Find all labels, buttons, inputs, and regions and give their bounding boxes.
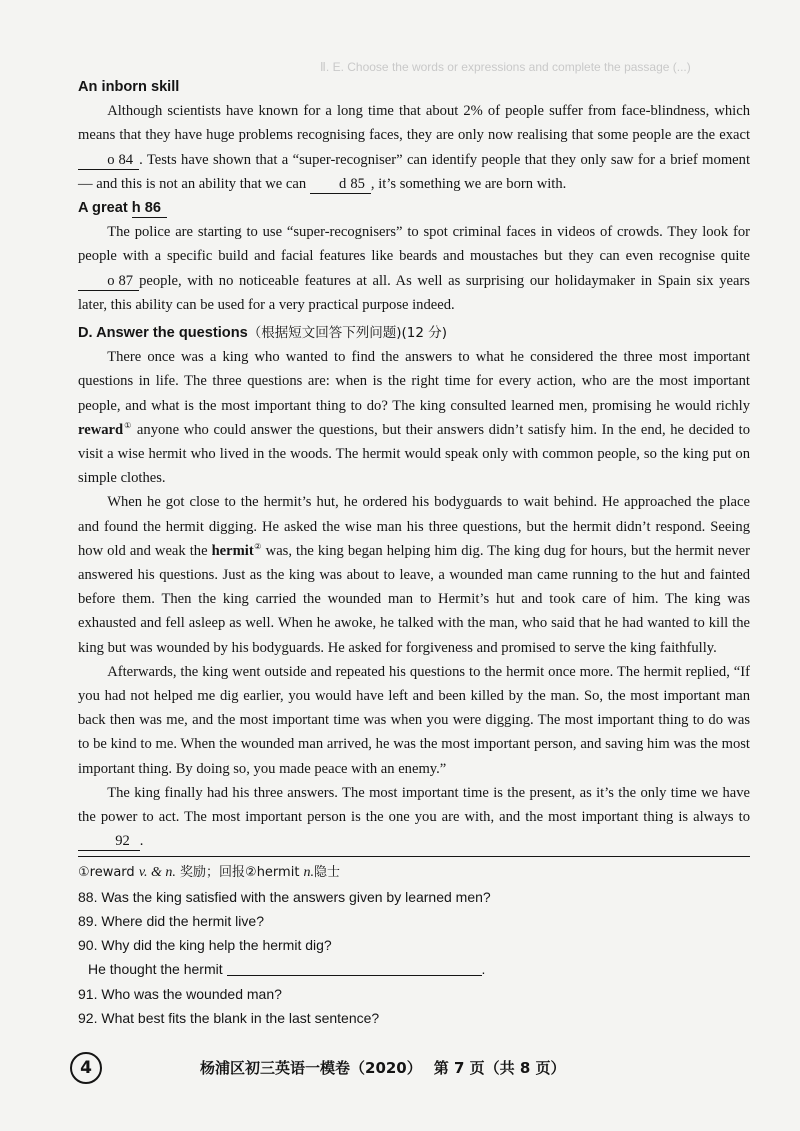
footnote-marker-1: ① (123, 420, 133, 430)
paragraph-a-great (78, 220, 750, 317)
footnote-2-word: hermit (256, 864, 304, 880)
blank-87-number: 87 (118, 272, 134, 289)
blank-84[interactable] (78, 151, 139, 170)
question-90-answer-prompt: He thought the hermit . (88, 961, 486, 978)
blank-84-number: 84 (118, 151, 134, 168)
question-91: 91. Who was the wounded man? (78, 985, 282, 1002)
section-d-title (78, 321, 750, 345)
exam-title: 杨浦区初三英语一模卷（2020） (200, 1059, 422, 1077)
section-d-title-cn: （根据短文回答下列问题)(12 分) (247, 325, 448, 342)
paragraph-text: When he got close to the hermit’s hut, he ordered his bodyguards to wait behind. He approached the place and found the hermit digging. He asked the wise man his three questions, but the hermit didn’t respond. Seeing how old and weak the (78, 494, 750, 559)
paragraph-text: was, the king began helping him dig. The king dug for hours, but the hermit never answered his questions. Just as the king was about to leave, a wounded man came running to the hut and fainted before them. Then the king carried the wounded man to Hermit’s hut and took care of him. The king was exhausted and fell asleep as well. When he awoke, he talked with the man, who said that he had wanted to kill the king but was wounded by his bodyguards. He asked for forgiveness and promised to serve the king faithfully. (78, 542, 751, 656)
footnote-1-definition: 奖励；回报 (175, 864, 246, 880)
paragraph-text: The king finally had his three answers. The most important time is the present, as it’s the only time we have the power to act. The most important person is the one you are with, and the most important thing is always to (78, 784, 750, 826)
page-footer (70, 1052, 730, 1084)
blank-87-letter: o (107, 272, 115, 289)
footnote-1-symbol: ① (78, 864, 90, 880)
paragraph-text: Although scientists have known for a long time that about 2% of people suffer from face-blindness, which means that they have huge problems recognising faces, they are only now realising that some people are the exact (78, 103, 750, 144)
blank-92-number: 92 (115, 833, 130, 850)
footnote-marker-2: ② (253, 541, 262, 551)
paragraph-inborn-skill (78, 99, 750, 196)
footnote-1-word: reward (89, 864, 139, 880)
page-number: 第 7 页（共 8 页） (433, 1059, 566, 1077)
blank-87[interactable] (78, 272, 139, 291)
story-paragraph-3: Afterwards, the king went outside and repeated his questions to the hermit once more. The hermit replied, “If you had not helped me dig earlier, you would have left and been killed by the man. So, the most important man back then was me, and the most important time was when you were digging. The most important thing to do was to be kind to me. When the wounded man arrived, he was the most important person, and saving him was the most important thing. By doing so, you made peace with an enemy.” (78, 663, 750, 777)
footnote-2-symbol: ② (245, 864, 257, 880)
footnote-2-pos: n. (303, 864, 315, 880)
question-89: 89. Where did the hermit live? (78, 912, 264, 929)
paragraph-text: anyone who could answer the questions, but their answers didn’t satisfy him. In the end, he decided to visit a wise hermit who lived in the woods. The hermit would speak only with common people, so the king put on simple clothes. (78, 421, 751, 487)
answer-line-90[interactable] (227, 961, 482, 976)
blank-86-number: 86 (144, 200, 161, 217)
story-paragraph-4 (78, 781, 750, 854)
blank-86-letter: h (131, 200, 141, 217)
paragraph-text: . Tests have shown that a “super-recogniser” can identify people that they only saw for a brief moment— and this is not an ability that we can (78, 151, 750, 192)
heading-a-great (78, 196, 750, 220)
blank-85-letter: d (339, 175, 347, 192)
footnote-2-definition: 隐士 (314, 864, 341, 880)
page-content (78, 75, 750, 1030)
paragraph-text: . (139, 833, 144, 850)
blank-85-number: 85 (350, 175, 365, 192)
paragraph-text: There once was a king who wanted to find the answers to what he considered the three most important questions in life. The three questions are: when is the right time for every action, who are the most important people, and what is the most important thing to do? The king consulted learned men, promising he would richly (78, 349, 750, 414)
blank-92[interactable] (78, 832, 140, 851)
paragraph-text: people, with no noticeable features at all. As well as surprising our holidaymaker in Spain six years later, this ability can be used for a very practical purpose indeed. (78, 272, 750, 313)
blank-84-letter: o (107, 151, 115, 168)
circled-number: 4 (70, 1052, 102, 1084)
footnote-1-pos: v. & n. (138, 864, 176, 880)
paragraph-text: The police are starting to use “super-recognisers” to spot criminal faces in videos of crowds. They look for people with a specific build and facial features like beards and moustaches but they can even recognise quite (78, 224, 750, 265)
question-88: 88. Was the king satisfied with the answers given by learned men? (78, 888, 491, 905)
footnoted-word-hermit: hermit (211, 542, 254, 559)
answer-prompt-text: He thought the hermit (88, 961, 223, 978)
footnote-divider (78, 856, 750, 857)
footnoted-word-reward: reward (78, 421, 124, 438)
paragraph-text: , it’s something we are born with. (370, 175, 567, 192)
section-d-title-en: D. Answer the questions (78, 325, 248, 342)
story-paragraph-2 (78, 490, 750, 659)
heading-prefix: A great (78, 200, 132, 217)
question-90: 90. Why did the king help the hermit dig? (78, 937, 332, 954)
footer-text (200, 1057, 578, 1078)
heading-inborn-skill: An inborn skill (78, 79, 180, 95)
blank-85[interactable] (310, 175, 371, 194)
story-paragraph-1 (78, 345, 750, 490)
faint-bleed-through-header: Ⅱ. E. Choose the words or expressions and complete the passage (...) (320, 60, 691, 74)
footnotes (78, 861, 750, 885)
question-92: 92. What best fits the blank in the last sentence? (78, 1009, 380, 1026)
blank-86[interactable] (132, 199, 167, 218)
